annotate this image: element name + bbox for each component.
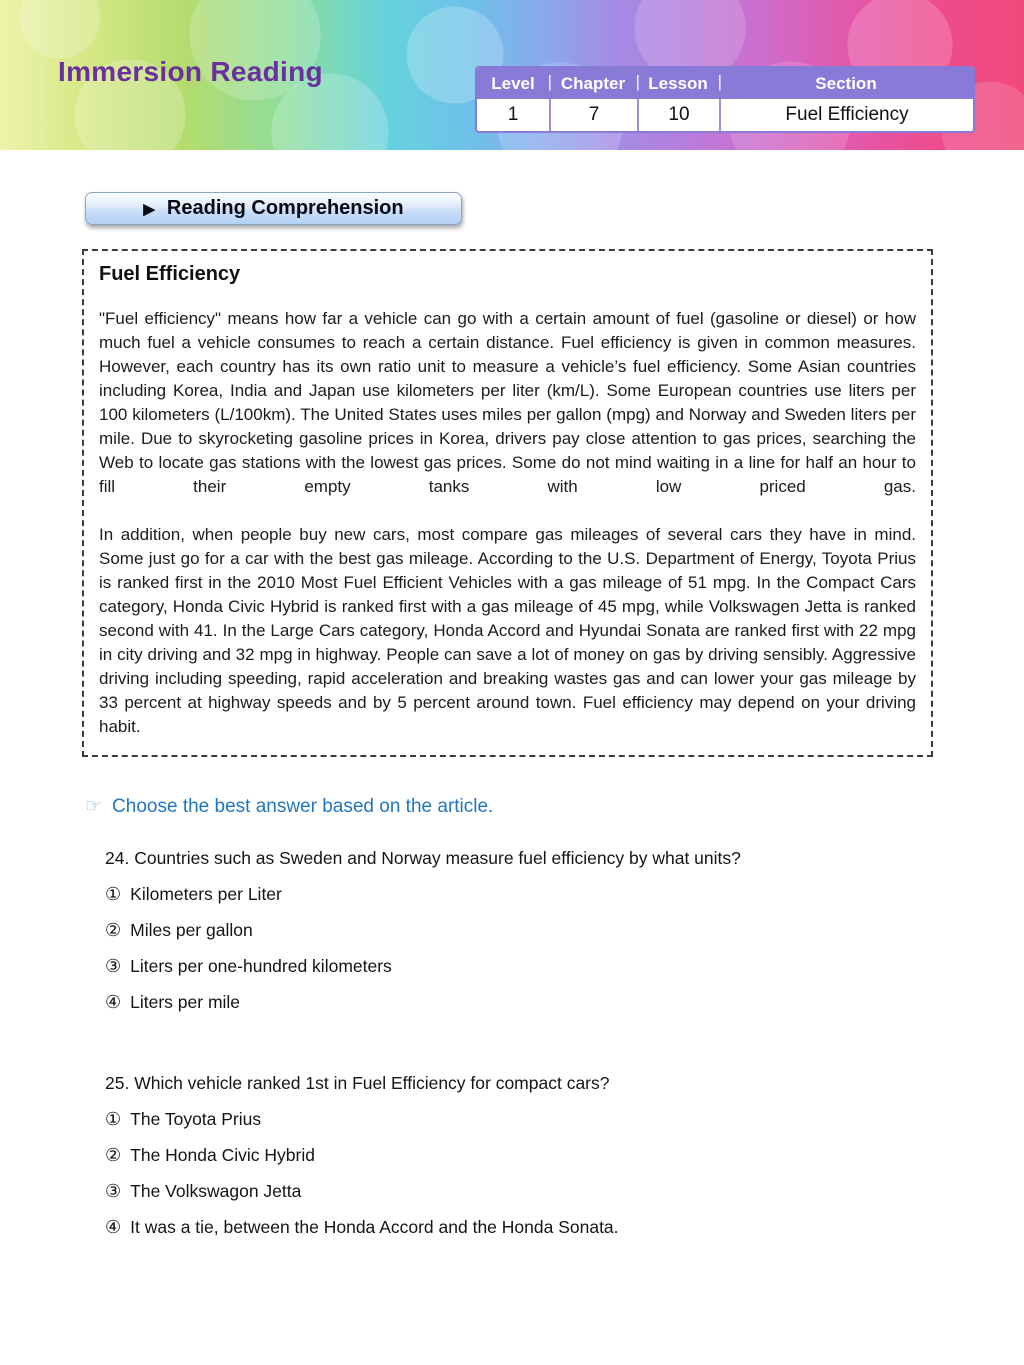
info-header-section-label: Section	[815, 74, 877, 93]
question-24	[105, 848, 1024, 1013]
info-value-lesson: 10	[637, 99, 719, 131]
info-value-chapter: 7	[549, 99, 637, 131]
option-text: Miles per gallon	[130, 920, 253, 940]
question-25-option-4[interactable]	[105, 1217, 619, 1238]
info-value-section: Fuel Efficiency	[719, 99, 973, 131]
option-text: Liters per mile	[130, 992, 241, 1012]
question-24-option-1[interactable]	[105, 884, 282, 905]
question-text: Which vehicle ranked 1st in Fuel Efficiency for compact cars?	[134, 1073, 610, 1093]
pointing-hand-icon: ☞	[85, 796, 103, 817]
question-25	[105, 1073, 1024, 1238]
section-button-label: Reading Comprehension	[166, 197, 404, 219]
info-header-lesson	[635, 72, 722, 93]
info-header-chapter-label: Chapter	[560, 74, 626, 93]
passage-title: Fuel Efficiency	[99, 263, 241, 285]
option-text: Kilometers per Liter	[130, 884, 282, 904]
info-header-chapter	[547, 72, 640, 93]
option-marker-icon: ③	[105, 956, 122, 976]
passage-paragraph-2: In addition, when people buy new cars, most compare gas mileages of several cars they have in mind. Some just go for a car with the best gas mileage. According to the U.S. Department of Energy, Toyota Prius is ranked first in the 2010 Most Fuel Efficient Vehicles with a gas mileage of 51 mpg. In the Compact Cars category, Honda Civic Hybrid is ranked first with a gas mileage of 45 mpg, while Volkswagen Jetta is ranked second with 41. In the Large Cars category, Honda Accord and Hyundai Sonata are ranked first with 22 mpg in city driving and 32 mpg in highway. People can save a lot of money on gas by driving sensibly. Aggressive driving including speeding, rapid acceleration and breaking wastes gas and can lower your gas mileage by 33 percent at highway speeds and by 5 percent around town. Fuel efficiency may depend on your driving habit.	[99, 525, 916, 736]
app-logo: Immersion Reading	[58, 56, 323, 87]
info-header-level	[477, 72, 552, 93]
option-text: Liters per one-hundred kilometers	[130, 956, 392, 976]
info-header-lesson-label: Lesson	[648, 74, 708, 93]
prompt-text: Choose the best answer based on the article.	[112, 795, 494, 817]
option-marker-icon: ④	[105, 1217, 122, 1237]
question-25-option-1[interactable]	[105, 1109, 261, 1130]
option-marker-icon: ③	[105, 1181, 122, 1201]
question-text: Countries such as Sweden and Norway measure fuel efficiency by what units?	[134, 848, 741, 868]
lesson-info-table	[475, 66, 975, 133]
question-25-text	[105, 1073, 1024, 1094]
option-marker-icon: ①	[105, 884, 122, 904]
passage-box	[82, 249, 933, 757]
option-marker-icon: ④	[105, 992, 122, 1012]
option-marker-icon: ②	[105, 920, 122, 940]
info-table-value-row	[477, 99, 973, 131]
question-number: 25.	[105, 1073, 130, 1093]
info-table-header-row	[477, 68, 973, 99]
option-text: The Volkswagon Jetta	[130, 1181, 302, 1201]
question-24-option-4[interactable]	[105, 992, 240, 1013]
reading-comprehension-button[interactable]	[85, 192, 462, 225]
question-24-option-2[interactable]	[105, 920, 253, 941]
info-header-level-label: Level	[491, 74, 535, 93]
option-marker-icon: ①	[105, 1109, 122, 1129]
question-24-text	[105, 848, 1024, 869]
question-25-option-2[interactable]	[105, 1145, 315, 1166]
option-text: It was a tie, between the Honda Accord and the Honda Sonata.	[130, 1217, 619, 1237]
header-separator: |	[717, 72, 722, 91]
header-separator: |	[547, 72, 552, 91]
worksheet-content	[0, 192, 1024, 1238]
triangle-icon: ▶	[143, 201, 155, 218]
option-text: The Toyota Prius	[130, 1109, 262, 1129]
passage-paragraph-1: "Fuel efficiency" means how far a vehicle can go with a certain amount of fuel (gasoline or diesel) or how much fuel a vehicle consumes to reach a certain distance. Fuel efficiency is given in common measures. However, each country has its own ratio unit to measure a vehicle’s fuel efficiency. Some Asian countries including Korea, India and Japan use kilometers per liter (km/L). Some European countries use liters per 100 kilometers (L/100km). The United States uses miles per gallon (mpg) and Norway and Sweden liters per mile. Due to skyrocketing gasoline prices in Korea, drivers pay close attention to gas prices, searching the Web to locate gas stations with the lowest gas prices. Some do not mind waiting in a line for half an hour to fill their empty tanks with low priced gas.	[99, 309, 916, 496]
option-text: The Honda Civic Hybrid	[130, 1145, 315, 1165]
info-header-section	[717, 72, 973, 93]
question-24-option-3[interactable]	[105, 956, 392, 977]
header-separator: |	[635, 72, 640, 91]
option-marker-icon: ②	[105, 1145, 122, 1165]
question-25-option-3[interactable]	[105, 1181, 301, 1202]
answer-prompt	[85, 795, 1024, 818]
info-value-level: 1	[507, 104, 519, 125]
banner	[0, 0, 1024, 150]
question-number: 24.	[105, 848, 130, 868]
